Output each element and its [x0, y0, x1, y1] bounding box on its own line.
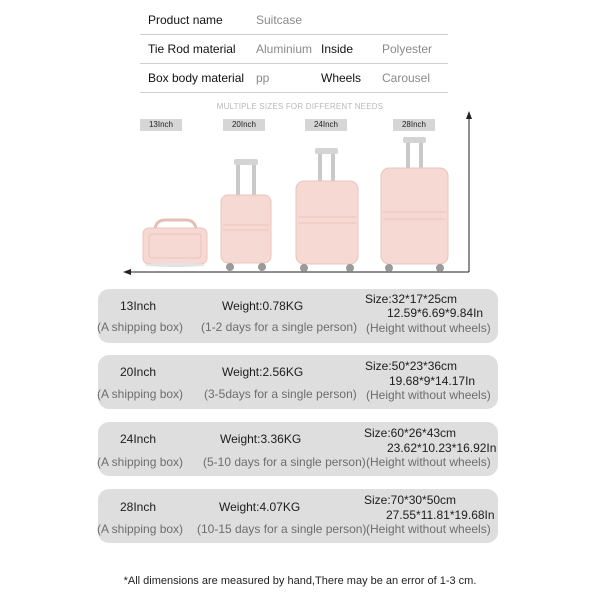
measurement-footnote: *All dimensions are measured by hand,There may be an error of 1-3 cm.	[123, 575, 477, 587]
card-size-cm: Size:50*23*36cm	[365, 359, 458, 373]
card-size-in: 19.68*9*14.17In	[389, 374, 476, 388]
size-tag-20: 20Inch	[223, 119, 265, 131]
spec-value: Polyester	[382, 42, 433, 56]
card-delivery: (1-2 days for a single person)	[201, 320, 358, 334]
card-size-in: 12.59*6.69*9.84In	[387, 306, 484, 320]
spec-value: Suitcase	[256, 13, 303, 27]
card-note: (Height without wheels)	[366, 388, 491, 402]
card-weight: Weight:0.78KG	[222, 299, 304, 313]
spec-label: Wheels	[321, 71, 362, 85]
card-note: (Height without wheels)	[366, 455, 491, 469]
card-size: 24Inch	[120, 432, 157, 446]
card-shipping: (A shipping box)	[97, 320, 184, 334]
sizes-banner: MULTIPLE SIZES FOR DIFFERENT NEEDS	[216, 102, 384, 111]
card-size-in: 27.55*11.81*19.68In	[386, 508, 495, 522]
suitcase-13-inch	[143, 220, 207, 267]
suitcase-20-inch	[221, 159, 271, 271]
card-size: 28Inch	[120, 500, 157, 514]
card-weight: Weight:2.56KG	[222, 365, 304, 379]
card-size-cm: Size:60*26*43cm	[364, 426, 457, 440]
card-delivery: (10-15 days for a single person)	[197, 522, 367, 536]
suitcase-illustration	[0, 0, 600, 290]
spec-label: Product name	[148, 13, 223, 27]
size-tag-13: 13Inch	[140, 119, 182, 131]
card-note: (Height without wheels)	[366, 522, 491, 536]
spec-label: Tie Rod material	[148, 42, 236, 56]
card-weight: Weight:3.36KG	[220, 432, 302, 446]
size-card-20-inch	[98, 355, 498, 409]
suitcase-24-inch	[296, 148, 358, 272]
size-card-24-inch	[98, 422, 498, 476]
spec-value: Carousel	[382, 71, 431, 85]
card-delivery: (5-10 days for a single person)	[203, 455, 366, 469]
card-weight: Weight:4.07KG	[219, 500, 301, 514]
card-note: (Height without wheels)	[366, 321, 491, 335]
card-size-cm: Size:32*17*25cm	[365, 292, 458, 306]
card-size-in: 23.62*10.23*16.92In	[387, 441, 497, 455]
card-shipping: (A shipping box)	[97, 387, 184, 401]
size-tag-24: 24Inch	[305, 119, 347, 131]
card-delivery: (3-5days for a single person)	[204, 387, 357, 401]
card-size: 20Inch	[120, 365, 157, 379]
size-tag-28: 28Inch	[393, 119, 435, 131]
spec-value: Aluminium	[256, 42, 313, 56]
size-card-28-inch	[98, 489, 498, 543]
spec-label: Box body material	[148, 71, 245, 85]
card-size: 13Inch	[120, 299, 157, 313]
suitcase-28-inch	[381, 137, 448, 272]
spec-value: pp	[256, 71, 270, 85]
card-shipping: (A shipping box)	[97, 522, 184, 536]
card-size-cm: Size:70*30*50cm	[364, 493, 457, 507]
size-card-13-inch	[98, 289, 498, 343]
spec-label: Inside	[321, 42, 354, 56]
card-shipping: (A shipping box)	[97, 455, 184, 469]
